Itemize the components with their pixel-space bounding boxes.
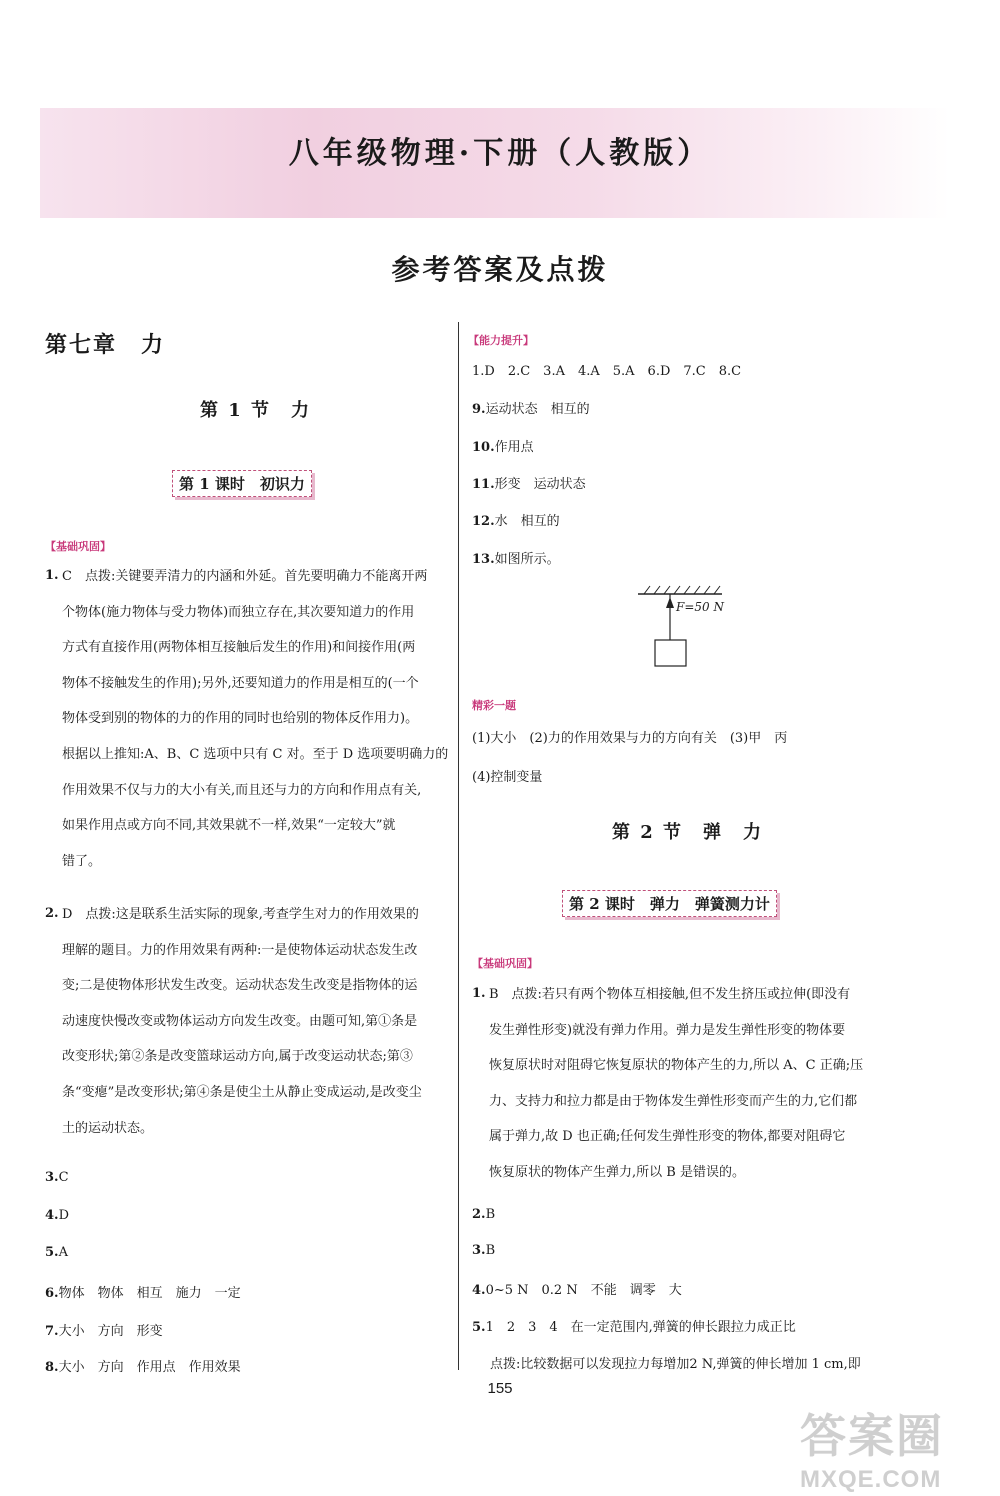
column-divider bbox=[458, 322, 459, 1370]
ability-tag: 【能力提升】 bbox=[468, 334, 534, 347]
answer-11: 11.形变 运动状态 bbox=[472, 477, 586, 492]
lesson-heading: 第 1 课时 初识力 bbox=[172, 470, 312, 497]
answer-7: 7.大小 方向 形变 bbox=[45, 1324, 163, 1339]
watermark-url: MXQE.COM bbox=[800, 1466, 942, 1493]
answer-12: 12.水 相互的 bbox=[472, 514, 560, 529]
basic-tag-2: 【基础巩固】 bbox=[472, 957, 538, 970]
answer-2: D 点拨:这是联系生活实际的现象,考查学生对力的作用效果的 理解的题目。力的作用效果有两种:一是使物体运动状态发生改 变;二是使物体形状发生改变。运动状态发生改变是指物体的运 动速度快慢改变或物体运动方向发生改变。由题可知,第①条是 改变形状;第②条是改变篮球运动方向,属于改变运动状态;第③ 条“变瘪”是改变形状;第④条是使尘土从静止变成运动,是改变尘 土的运动状态。 bbox=[62, 907, 422, 1136]
answer-elastic-5: 5.1 2 3 4 在一定范围内,弹簧的伸长跟拉力成正比 bbox=[472, 1320, 796, 1335]
answer-13: 13.如图所示。 bbox=[472, 552, 560, 567]
answer-6: 6.物体 物体 相互 施力 一定 bbox=[45, 1286, 241, 1301]
basic-tag: 【基础巩固】 bbox=[45, 540, 111, 553]
answer-3: 3.C bbox=[45, 1170, 69, 1185]
answer-4: 4.D bbox=[45, 1208, 70, 1223]
watermark-logo: 答案圈 bbox=[800, 1410, 944, 1462]
question-number: 1. bbox=[472, 986, 486, 1001]
answer-elastic-3: 3.B bbox=[472, 1243, 496, 1258]
highlight-answer-2: (4)控制变量 bbox=[472, 770, 543, 785]
answer-1: C 点拨:关键要弄清力的内涵和外延。首先要明确力不能离开两 个物体(施力物体与受力物体)而独立存在,其次要知道力的作用 方式有直接作用(两物体相互接触后发生的作用)和间接作用(两 物体不接触发生的作用);另外,还要知道力的作用是相互的(一个 物体受到别的物体的力的作用的同时也给别的物体反作用力)。 根据以上推知:A、B、C 选项中只有 C 对。至于 D 选项要明确力的 作用效果不仅与力的大小有关,而且还与力的方向和作用点有关, 如果作用点或方向不同,其效果就不一样,效果“一定较大”就 错了。 bbox=[62, 569, 449, 869]
answer-elastic-4: 4.0~5 N 0.2 N 不能 调零 大 bbox=[472, 1283, 682, 1298]
book-title: 八年级物理·下册（人教版） bbox=[288, 136, 712, 171]
lesson-heading-2: 第 2 课时 弹力 弹簧测力计 bbox=[562, 890, 777, 917]
highlight-answer-1: (1)大小 (2)力的作用效果与力的方向有关 (3)甲 丙 bbox=[472, 731, 788, 746]
force-label: F=50 N bbox=[676, 600, 724, 614]
answer-9: 9.运动状态 相互的 bbox=[472, 402, 590, 417]
section-heading-2: 第 2 节 弹 力 bbox=[612, 822, 764, 843]
highlight-tag: 精彩一题 bbox=[472, 699, 516, 712]
force-diagram bbox=[630, 580, 740, 675]
answer-elastic-1: B 点拨:若只有两个物体互相接触,但不发生挤压或拉伸(即没有 发生弹性形变)就没有弹力作用。弹力是发生弹性形变的物体要 恢复原状时对阻碍它恢复原状的物体产生的力,所以 A、C 正确;压 力、支持力和拉力都是由于物体发生弹性形变而产生的力,它们都 属于弹力,故 D 也正确;任何发生弹性形变的物体,都要对阻碍它 恢复原状的物体产生弹力,所以 B 是错误的。 bbox=[489, 987, 864, 1180]
section-heading: 第 1 节 力 bbox=[200, 400, 312, 421]
page-title: 参考答案及点拨 bbox=[391, 253, 609, 286]
answer-5: 5.A bbox=[45, 1245, 68, 1260]
answer-elastic-2: 2.B bbox=[472, 1207, 496, 1222]
mc-answers: 1.D 2.C 3.A 4.A 5.A 6.D 7.C 8.C bbox=[472, 364, 742, 379]
question-number: 2. bbox=[45, 906, 59, 921]
page-number: 155 bbox=[487, 1380, 513, 1397]
answer-8: 8.大小 方向 作用点 作用效果 bbox=[45, 1360, 241, 1375]
watermark bbox=[800, 1400, 944, 1494]
question-number: 1. bbox=[45, 568, 59, 583]
chapter-heading: 第七章 力 bbox=[45, 332, 166, 358]
answer-10: 10.作用点 bbox=[472, 440, 534, 455]
answer-elastic-5-note: 点拨:比较数据可以发现拉力每增加2 N,弹簧的伸长增加 1 cm,即 bbox=[490, 1357, 861, 1372]
